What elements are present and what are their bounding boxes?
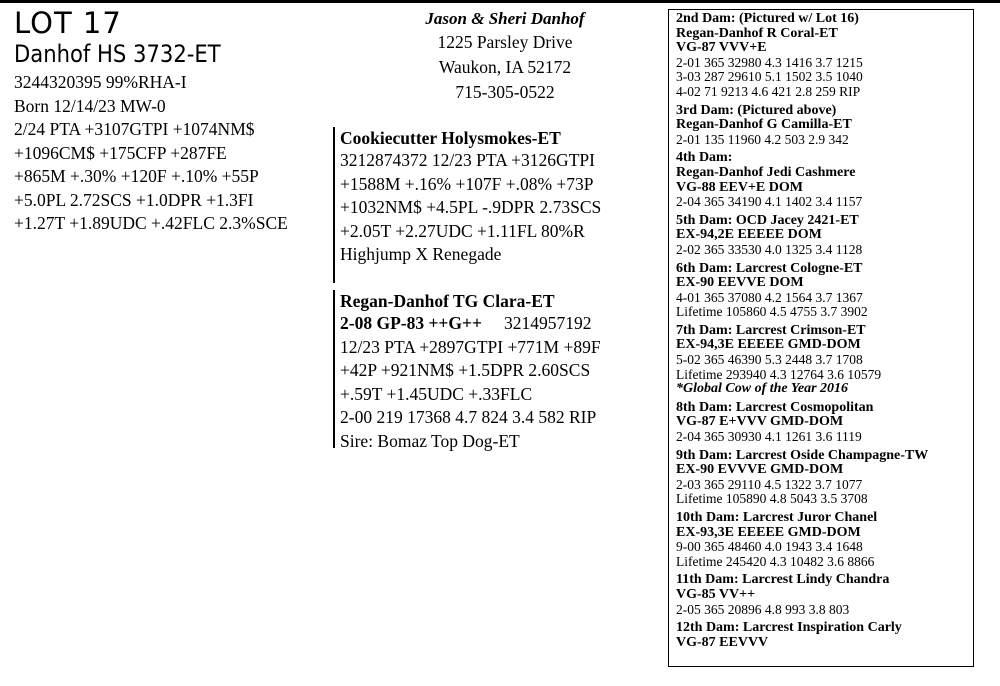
animal-id-line: 3244320395 99%RHA-I [14,72,187,92]
pedigree-list [676,12,971,654]
pedigree-dam-detail: Regan-Danhof R Coral-ET [676,25,838,41]
dam-line: 2-00 219 17368 4.7 824 3.4 582 RIP [340,407,597,427]
pedigree-entry [676,621,971,650]
pedigree-dam-heading: 3rd Dam: (Pictured above) [676,102,837,118]
top-rule [0,0,1000,3]
dam-registration: 3214957192 [503,313,592,333]
pedigree-dam-detail: EX-90 EEVVE DOM [676,275,804,291]
pedigree-dam-detail: VG-85 VV++ [676,586,756,602]
dam-divider [333,290,335,448]
genomic-stat-line: +1.27T +1.89UDC +.42FLC 2.3%SCE [14,213,288,233]
dam-line: Sire: Bomaz Top Dog-ET [340,430,520,451]
animal-name: Danhof HS 3732-ET [14,40,221,68]
pedigree-record-line: Lifetime 105860 4.5 4755 3.7 3902 [676,304,868,320]
pedigree-record-line: 4-01 365 37080 4.2 1564 3.7 1367 [676,289,863,305]
genomic-stat-line: 2/24 PTA +3107GTPI +1074NM$ [14,119,255,139]
pedigree-dam-heading: 11th Dam: Larcrest Lindy Chandra [676,572,890,588]
dam-name: Regan-Danhof TG Clara-ET [340,291,555,311]
pedigree-dam-heading: 10th Dam: Larcrest Juror Chanel [676,510,878,525]
pedigree-record-line: 9-00 365 48460 4.0 1943 3.4 1648 [676,539,863,555]
pedigree-record-line: 2-02 365 33530 4.0 1325 3.4 1128 [676,241,863,257]
pedigree-dam-heading: 9th Dam: Larcrest Oside Champagne-TW [676,447,929,463]
pedigree-entry [676,324,971,397]
consignor-phone: 715-305-0522 [455,82,555,102]
pedigree-dam-heading: 2nd Dam: (Pictured w/ Lot 16) [676,11,859,26]
pedigree-dam-detail: EX-93,3E EEEEE GMD-DOM [676,524,861,540]
genomic-stat-line: +865M +.30% +120F +.10% +55P [14,166,259,186]
pedigree-record-line: 4-02 71 9213 4.6 421 2.8 259 RIP [676,83,861,99]
pedigree-dam-detail: Regan-Danhof Jedi Cashmere [676,164,856,180]
pedigree-entry [676,104,971,148]
pedigree-record-line: Lifetime 293940 4.3 12764 3.6 10579 [676,366,882,382]
sire-line: 3212874372 12/23 PTA +3126GTPI [340,150,595,170]
pedigree-dam-detail: EX-94,3E EEEEE GMD-DOM [676,337,861,353]
pedigree-record-line: 5-02 365 46390 5.3 2448 3.7 1708 [676,352,863,368]
dam-section [340,290,601,453]
pedigree-entry [676,573,971,617]
pedigree-dam-heading: 4th Dam: [676,150,733,166]
pedigree-entry [676,511,971,569]
consignor-city: Waukon, IA 52172 [438,57,572,77]
pedigree-record-line: 2-03 365 29110 4.5 1322 3.7 1077 [676,476,863,492]
dam-classification: 2-08 GP-83 ++G++ [340,313,482,333]
dam-line: 12/23 PTA +2897GTPI +771M +89F [340,336,601,357]
pedigree-dam-detail: EX-90 EVVVE GMD-DOM [676,462,844,478]
pedigree-record-line: 3-03 287 29610 5.1 1502 3.5 1040 [676,69,863,85]
pedigree-dam-heading: 7th Dam: Larcrest Crimson-ET [676,322,866,338]
pedigree-entry [676,12,971,100]
pedigree-dam-heading: 6th Dam: Larcrest Cologne-ET [676,260,863,276]
pedigree-entry [676,214,971,258]
sire-line: +1032NM$ +4.5PL -.9DPR 2.73SCS [340,197,602,217]
sire-name: Cookiecutter Holysmokes-ET [340,128,561,148]
pedigree-record-line: 2-04 365 30930 4.1 1261 3.6 1119 [676,429,862,445]
sire-section [340,127,601,267]
pedigree-dam-detail: VG-87 E+VVV GMD-DOM [676,414,844,430]
pedigree-dam-detail: VG-88 EEV+E DOM [676,179,803,195]
pedigree-award-note: *Global Cow of the Year 2016 [676,381,849,397]
consignor-name: Jason & Sheri Danhof [425,9,585,28]
dam-classification-line [340,312,601,336]
dam-line: +42P +921NM$ +1.5DPR 2.60SCS [340,360,591,380]
pedigree-dam-heading: 12th Dam: Larcrest Inspiration Carly [676,620,902,636]
dam-line: +.59T +1.45UDC +.33FLC [340,383,533,404]
pedigree-record-line: 2-04 365 34190 4.1 1402 3.4 1157 [676,194,863,210]
pedigree-record-line: 2-01 135 11960 4.2 503 2.9 342 [676,131,849,147]
genomic-stat-line: +1096CM$ +175CFP +287FE [14,142,227,163]
pedigree-record-line: Lifetime 105890 4.8 5043 3.5 3708 [676,491,868,507]
pedigree-dam-heading: 8th Dam: Larcrest Cosmopolitan [676,399,874,415]
sire-divider [333,127,335,283]
pedigree-dam-detail: VG-87 VVV+E [676,40,767,56]
pedigree-entry [676,401,971,445]
genomic-stat-line: +5.0PL 2.72SCS +1.0DPR +1.3FI [14,189,254,210]
sire-line: +2.05T +2.27UDC +1.11FL 80%R [340,220,585,241]
pedigree-dam-detail: Regan-Danhof G Camilla-ET [676,117,852,133]
sire-line: +1588M +.16% +107F +.08% +73P [340,173,594,194]
pedigree-dam-heading: 5th Dam: OCD Jacey 2421-ET [676,212,859,228]
pedigree-entry [676,449,971,507]
pedigree-record-line: 2-01 365 32980 4.3 1416 3.7 1215 [676,54,863,70]
lot-number: LOT 17 [14,6,122,40]
pedigree-entry [676,151,971,209]
pedigree-entry [676,262,971,320]
pedigree-dam-detail: EX-94,2E EEEEE DOM [676,227,822,243]
pedigree-record-line: 2-05 365 20896 4.8 993 3.8 803 [676,601,850,617]
consignor-block [390,8,620,105]
sire-line: Highjump X Renegade [340,244,502,264]
pedigree-record-line: Lifetime 245420 4.3 10482 3.6 8866 [676,553,875,569]
pedigree-box [668,9,974,667]
consignor-address: 1225 Parsley Drive [437,32,573,52]
lot-info [14,8,334,236]
animal-born-line: Born 12/14/23 MW-0 [14,95,166,116]
pedigree-dam-detail: VG-87 EEVVV [676,634,769,650]
